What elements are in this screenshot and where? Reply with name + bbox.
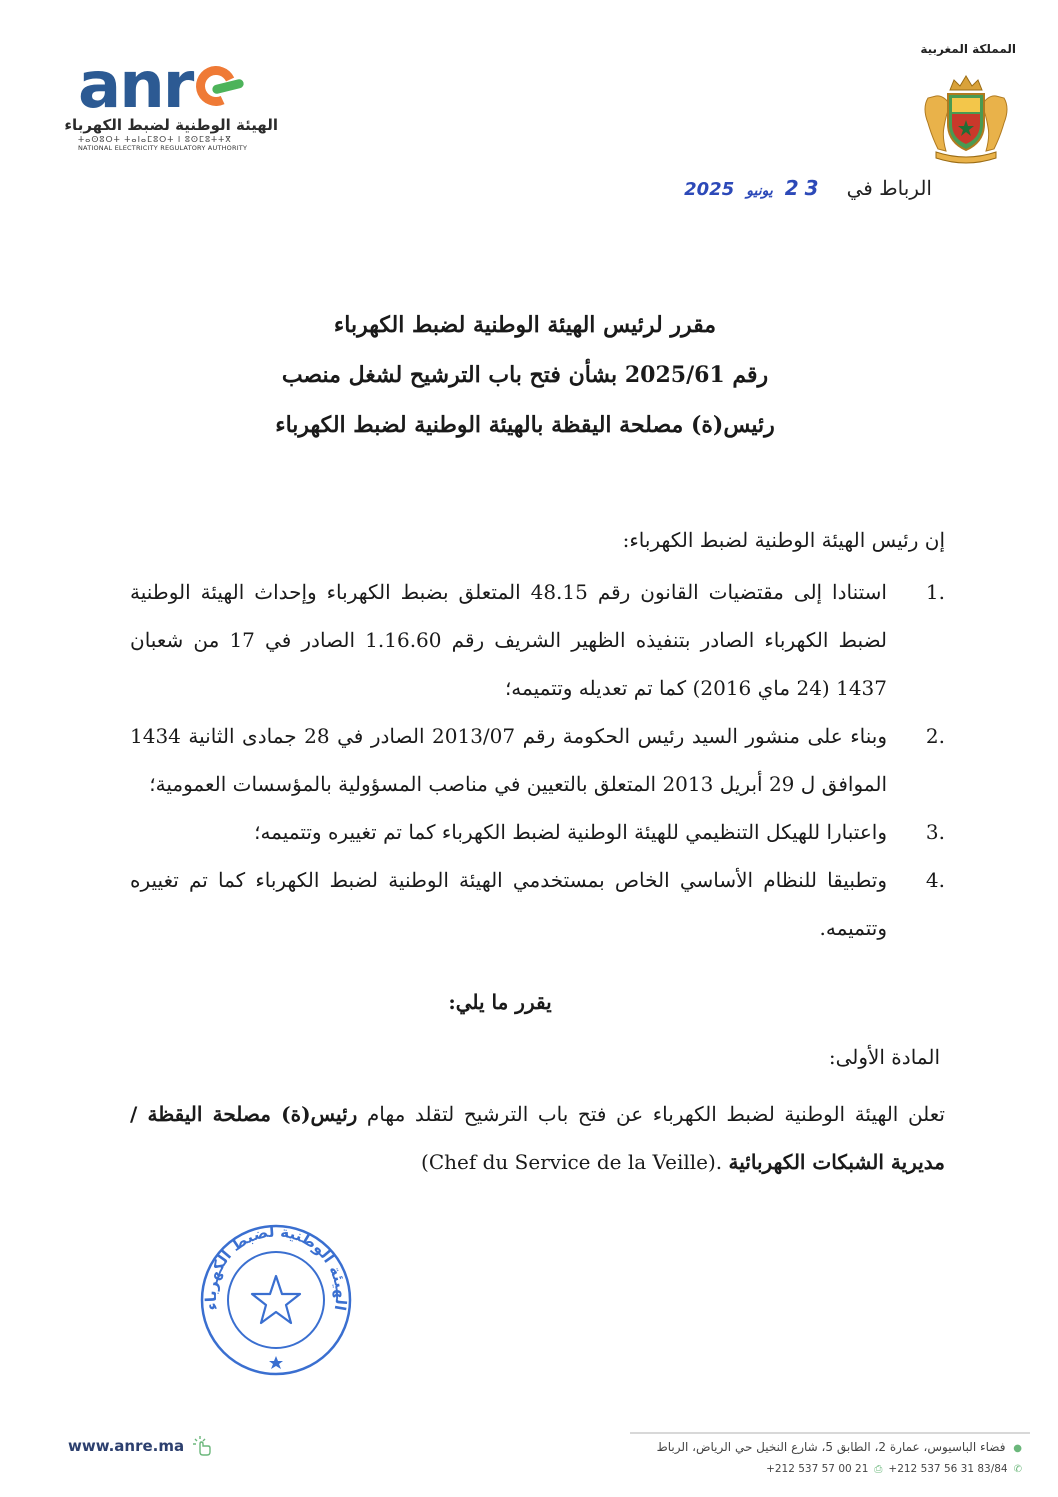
- date-place: الرباط في: [846, 176, 932, 200]
- article-text: تعلن الهيئة الوطنية لضبط الكهرباء عن فتح باب الترشيح لتقلد مهام: [366, 1102, 946, 1126]
- article-french-title: (Chef du Service de la Veille).: [421, 1150, 723, 1174]
- fax-icon: ⎙: [874, 1463, 883, 1475]
- anre-logo: [64, 49, 278, 152]
- svg-text:الهيئة الوطنية لضبط الكهرباء: [202, 1223, 350, 1312]
- consideration-text: استنادا إلى مقتضيات القانون رقم 48.15 المتعلق بضبط الكهرباء وإحداث الهيئة الوطنية لضبط الكهرباء الصادر بتنفيذه الظهير الشريف رقم 1.16.60 الصادر في 17 من شعبان 1437 (24 ماي 2016) كما تم تعديله وتتميمه؛: [130, 580, 888, 700]
- consideration-item: [130, 712, 945, 808]
- phone-icon: ✆: [1013, 1463, 1022, 1475]
- logo-e-power-icon: [196, 62, 248, 114]
- official-seal-stamp: [196, 1220, 356, 1380]
- date-line: [684, 176, 932, 200]
- date-month: يونيو: [746, 183, 773, 199]
- consideration-item: [130, 568, 945, 712]
- logo-arabic-name: الهيئة الوطنية لضبط الكهرباء: [64, 116, 278, 134]
- footer-contacts: [766, 1463, 1022, 1475]
- preamble-intro: إن رئيس الهيئة الوطنية لضبط الكهرباء:: [622, 528, 945, 552]
- seal-star-icon: [252, 1276, 300, 1323]
- decision-title: [200, 300, 850, 450]
- title-line-2: رقم 2025/61 بشأن فتح باب الترشيح لشغل منصب: [281, 362, 769, 388]
- coat-of-arms-icon: [918, 68, 1014, 168]
- title-line-1: مقرر لرئيس الهيئة الوطنية لضبط الكهرباء: [333, 312, 717, 338]
- seal-text: الهيئة الوطنية لضبط الكهرباء: [201, 1222, 351, 1312]
- seal-small-star-icon: [269, 1356, 283, 1369]
- article-one-title: المادة الأولى:: [828, 1045, 940, 1069]
- considerations-list: [130, 568, 945, 952]
- phone-number: +212 537 56 31 83/84: [888, 1463, 1008, 1475]
- article-position-title: رئيس(ة) مصلحة اليقظة /مديرية الشبكات الكهربائية: [130, 1102, 945, 1174]
- consideration-item: [130, 856, 945, 952]
- consideration-number: 1.: [925, 580, 945, 604]
- logo-tifinagh-name: ⵜⴰⵙⵓⵔⵜ ⵜⴰⵏⴰⵎⵓⵔⵜ ⵏ ⵓⵙⵎⵓⵜⵜⴳ: [78, 135, 232, 144]
- date-day: 23: [784, 176, 825, 200]
- consideration-text: واعتبارا للهيكل التنظيمي للهيئة الوطنية لضبط الكهرباء كما تم تغييره وتتميمه؛: [254, 820, 887, 844]
- logo-wordmark-text: anr: [78, 49, 193, 123]
- date-year: 2025: [684, 179, 735, 200]
- date-stamp: [684, 176, 824, 200]
- fax-number: +212 537 57 00 21: [766, 1463, 869, 1475]
- location-pin-icon: ●: [1013, 1443, 1022, 1454]
- consideration-number: 4.: [925, 868, 945, 892]
- consideration-number: 2.: [925, 724, 945, 748]
- website-link[interactable]: www.anre.ma: [68, 1437, 185, 1455]
- consideration-number: 3.: [925, 820, 945, 844]
- address-text: فضاء الباسيوس، عمارة 2، الطابق 5، شارع النخيل حي الرياض، الرباط: [656, 1440, 1006, 1454]
- consideration-item: [130, 808, 945, 856]
- kingdom-label: المملكة المغربية: [920, 42, 1016, 56]
- decides-heading: يقرر ما يلي:: [448, 990, 552, 1014]
- logo-english-name: NATIONAL ELECTRICITY REGULATORY AUTHORITY: [78, 144, 248, 152]
- article-one-body: [130, 1090, 945, 1186]
- footer-address: [657, 1440, 1022, 1454]
- logo-wordmark: [78, 49, 278, 123]
- footer-divider: [630, 1432, 1030, 1434]
- title-line-3: رئيس(ة) مصلحة اليقظة بالهيئة الوطنية لضبط الكهرباء: [275, 412, 775, 438]
- click-hand-icon: [190, 1434, 214, 1458]
- consideration-text: وتطبيقا للنظام الأساسي الخاص بمستخدمي الهيئة الوطنية لضبط الكهرباء كما تم تغييره وتتميمه.: [130, 868, 887, 940]
- consideration-text: وبناء على منشور السيد رئيس الحكومة رقم 2013/07 الصادر في 28 جمادى الثانية 1434 الموافق ل 29 أبريل 2013 المتعلق بالتعيين في مناصب المسؤولية بالمؤسسات العمومية؛: [130, 724, 887, 796]
